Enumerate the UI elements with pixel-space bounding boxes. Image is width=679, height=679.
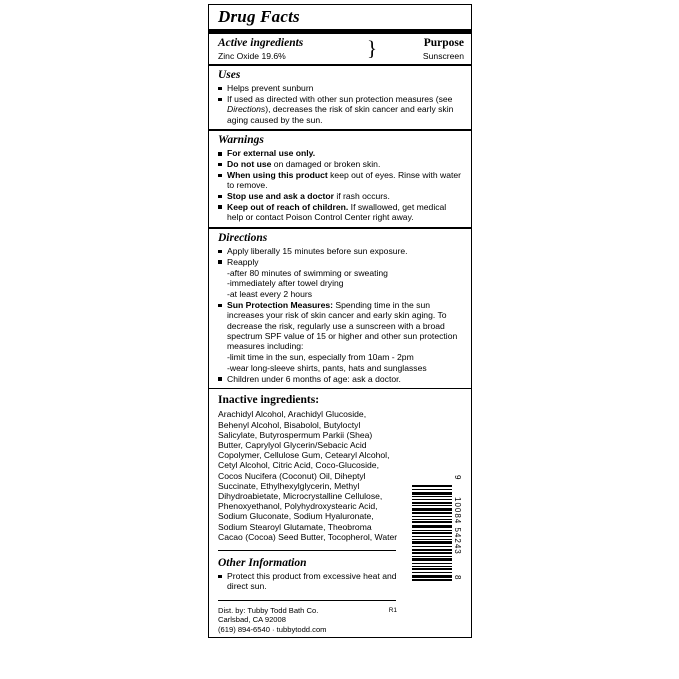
uses-item: Helps prevent sunburn: [218, 83, 464, 93]
other-information-list: [218, 571, 398, 592]
purpose-value: Sunscreen: [422, 51, 464, 61]
other-information-item: Protect this product from excessive heat and direct sun.: [218, 571, 398, 592]
warning-item: [218, 159, 464, 169]
directions-item: Children under 6 months of age: ask a doctor.: [218, 374, 464, 384]
brace-glyph: }: [366, 36, 378, 60]
revision-code: R1: [388, 607, 397, 615]
reapply-sub: -at least every 2 hours: [227, 289, 313, 300]
distributor-line-1: Dist. by: Tubby Todd Bath Co.: [218, 606, 319, 616]
uses-item-part-b: ), decreases the risk of skin cancer and early skin aging caused by the sun.: [227, 104, 454, 125]
reapply-sub: -immediately after towel drying: [227, 278, 344, 289]
warning-item-bold: Stop use and ask a doctor: [227, 191, 334, 202]
barcode-digits: 10084 54243: [453, 497, 462, 556]
warning-item-bold: Keep out of reach of children.: [227, 201, 349, 212]
warnings-heading: Warnings: [218, 134, 264, 147]
directions-section: [209, 229, 471, 388]
warnings-list: [218, 148, 464, 222]
active-ingredients-section: [209, 34, 471, 64]
uses-item-directions-ref: Directions: [227, 104, 266, 115]
distributor-line-2: Carlsbad, CA 92008: [218, 615, 286, 625]
distributor-footer: [209, 604, 405, 637]
page-title: Drug Facts: [218, 7, 300, 26]
distributor-line-3: (619) 894-6540 · tubbytodd.com: [218, 624, 327, 634]
directions-heading: Directions: [218, 231, 268, 244]
lower-left-column: [209, 389, 405, 637]
directions-item: Reapply: [218, 257, 464, 267]
warning-item-bold: For external use only.: [227, 148, 316, 159]
drug-facts-lower-panel: [208, 389, 472, 638]
uses-heading: Uses: [218, 69, 241, 82]
active-ingredients-heading: Active ingredients: [218, 37, 304, 49]
barcode-lead-digit: 8: [453, 575, 462, 581]
drug-facts-label: [208, 4, 472, 676]
warning-item: [218, 191, 464, 201]
warning-item: [218, 202, 464, 223]
other-information-heading: Other Information: [218, 556, 307, 569]
divider-before-other-info: [218, 550, 396, 551]
barcode-area: [405, 389, 471, 589]
inactive-ingredients-section: [209, 389, 405, 546]
reapply-sub: -after 80 minutes of swimming or sweating: [227, 267, 388, 278]
warning-item-bold: Do not use: [227, 159, 272, 170]
warning-item: [218, 148, 464, 158]
spm-bold: Sun Protection Measures:: [227, 299, 334, 310]
barcode-trailing-digit: 9: [453, 475, 462, 481]
uses-list: [218, 83, 464, 125]
uses-item: [218, 94, 464, 125]
inactive-ingredients-text: Arachidyl Alcohol, Arachidyl Glucoside, Behenyl Alcohol, Bisabolol, Butyloctyl Salicylate, Butyrospermum Parkii (Shea) Butter, Caprylyol Glycerin/Sebacic Acid Copolymer, Cellulose Gum, Cetearyl Alcohol, Cetyl Alcohol, Citric Acid, Coco-Glucoside, Cocos Nucifera (Coconut) Oil, Diheptyl Succinate, Ethylhexylglycerin, Methyl Dihydroabietate, Microcrystalline Cellulose, Phenoxyethanol, Polyhydroxystearic Acid, Sodium Gluconate, Sodium Hyaluronate, Sodium Stearoyl Glutamate, Theobroma Cacao (Cocoa) Seed Butter, Tocopherol, Water: [218, 409, 398, 542]
directions-list: [218, 246, 464, 384]
drug-facts-main-panel: [208, 4, 472, 389]
warning-item-rest: keep out of eyes. Rinse with water to remove.: [227, 169, 462, 191]
warnings-section: [209, 131, 471, 227]
spm-sub: -wear long-sleeve shirts, pants, hats and sunglasses: [227, 362, 427, 373]
purpose-heading: Purpose: [423, 37, 464, 49]
directions-item: Apply liberally 15 minutes before sun exposure.: [218, 246, 464, 256]
spm-rest: Spending time in the sun increases your risk of skin cancer and early skin aging. To decrease the risk, regularly use a sunscreen with a broad spectrum SPF value of 15 or higher and other sun protection measures including:: [227, 299, 458, 352]
uses-section: [209, 66, 471, 129]
warning-item: [218, 170, 464, 191]
warning-item-rest: on damaged or broken skin.: [271, 159, 381, 170]
upc-barcode: [412, 485, 452, 581]
directions-item: [218, 300, 464, 351]
other-information-section: [209, 554, 405, 596]
warning-item-rest: if rash occurs.: [333, 191, 390, 202]
warning-item-rest: If swallowed, get medical help or contact Poison Control Center right away.: [227, 201, 447, 223]
divider-before-footer: [218, 600, 396, 601]
inactive-ingredients-heading: Inactive ingredients:: [218, 394, 320, 407]
uses-item-part-a: If used as directed with other sun protection measures (see: [227, 94, 453, 104]
warning-item-bold: When using this product: [227, 169, 328, 180]
spm-sub: -limit time in the sun, especially from 10am - 2pm: [227, 351, 414, 362]
active-ingredients-value: Zinc Oxide 19.6%: [218, 51, 286, 61]
